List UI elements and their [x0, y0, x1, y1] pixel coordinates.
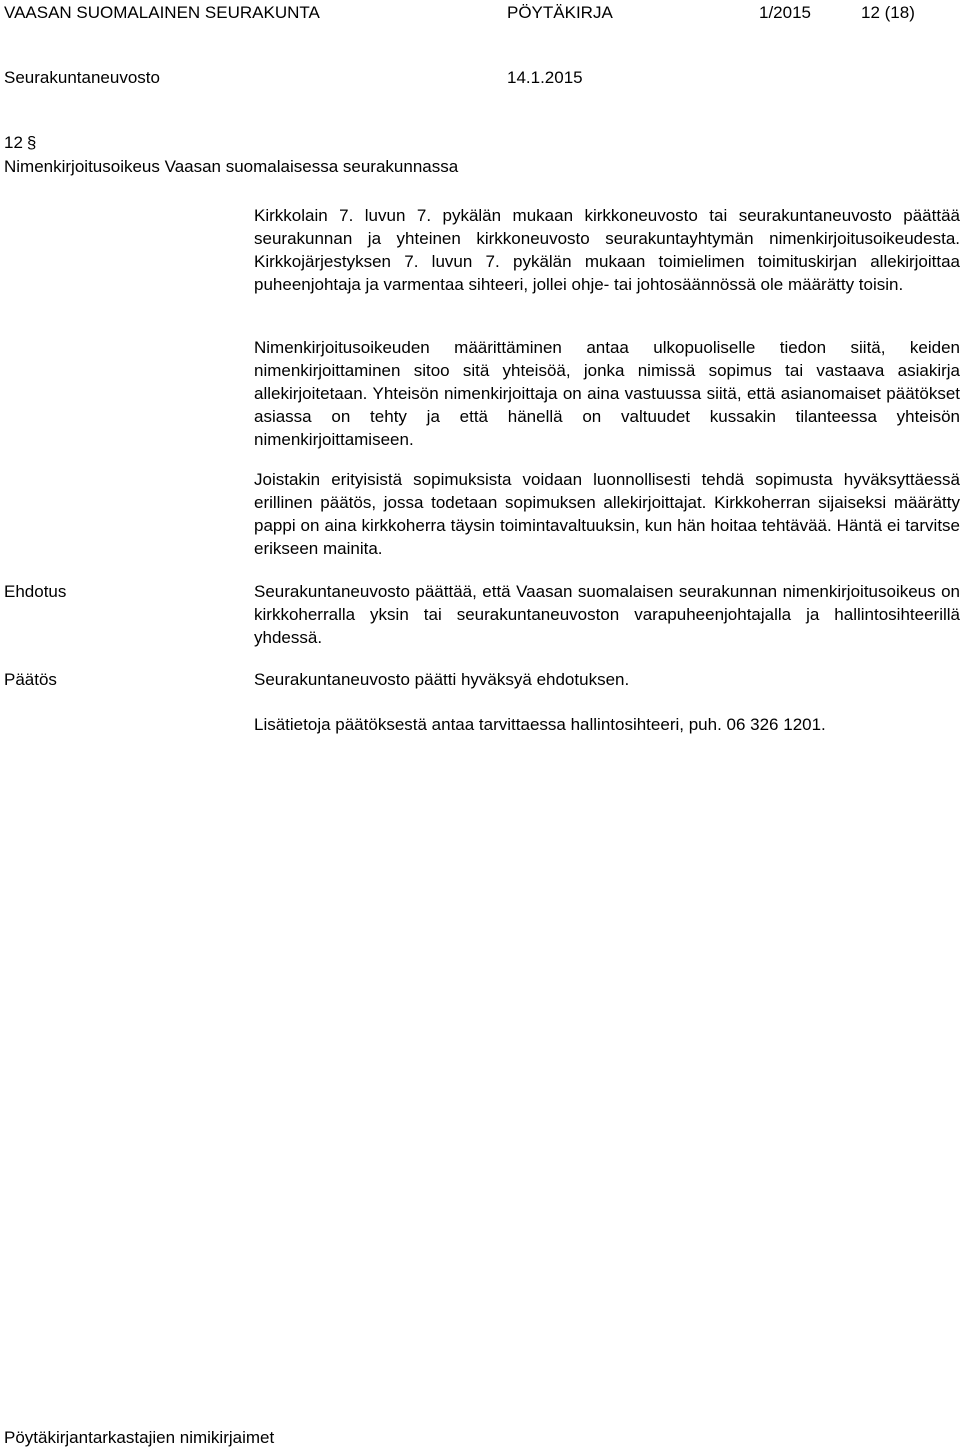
section-number-value: 12 — [4, 133, 23, 152]
section-number — [4, 133, 36, 153]
info-text: Lisätietoja päätöksestä antaa tarvittaessa hallintosihteeri, puh. 06 326 1201. — [254, 715, 826, 734]
header-body: Seurakuntaneuvosto — [4, 68, 160, 87]
decision-label: Päätös — [4, 670, 57, 689]
header-page-number: 12 (18) — [861, 3, 915, 22]
paragraph-background-law: Kirkkolain 7. luvun 7. pykälän mukaan kirkkoneuvosto tai seurakuntaneuvosto päättää seurakunnan ja yhteinen kirkkoneuvosto seurakuntayhtymän nimenkirjoitusoikeudesta. Kirkkojärjestyksen 7. luvun 7. pykälän mukaan toimielimen toimituskirjan allekirjoittaa puheenjohtaja ja varmentaa sihteeri, jollei ohje- tai johtosäännössä ole määrätty toisin. — [254, 206, 960, 294]
section-title: Nimenkirjoitusoikeus Vaasan suomalaisessa seurakunnassa — [4, 157, 459, 176]
decision-text: Seurakuntaneuvosto päätti hyväksyä ehdotuksen. — [254, 670, 630, 689]
header-meeting-number: 1/2015 — [759, 3, 811, 22]
proposal-text: Seurakuntaneuvosto päättää, että Vaasan suomalaisen seurakunnan nimenkirjoitusoikeus on kirkkoherralla yksin tai seurakuntaneuvoston varapuheenjohtajalla ja hallintosihteerillä yhdessä. — [254, 582, 960, 647]
header-date: 14.1.2015 — [507, 68, 583, 87]
paragraph-special-agreements: Joistakin erityisistä sopimuksista voidaan luonnollisesti tehdä sopimusta hyväksyttäessä erillinen päätös, jossa todetaan sopimuksen allekirjoittajat. Kirkkoherran sijaiseksi määrätty pappi on aina kirkkoherra täysin toimintavaltuuksin, kun hän hoitaa tehtävää. Häntä ei tarvitse erikseen mainita. — [254, 470, 960, 558]
header-document-type: PÖYTÄKIRJA — [507, 3, 613, 22]
paragraph-signing-authority: Nimenkirjoitusoikeuden määrittäminen antaa ulkopuoliselle tiedon siitä, keiden nimenkirjoittaminen sitoo sitä yhteisöä, jonka nimissä sopimus tai vastaava asiakirja allekirjoitetaan. Yhteisön nimenkirjoittaja on aina vastuussa siitä, että asianomaiset päätökset asiassa on tehty ja että hänellä on valtuudet kussakin tilanteessa yhteisön nimenkirjoittamiseen. — [254, 338, 960, 449]
header-organization: VAASAN SUOMALAINEN SEURAKUNTA — [4, 3, 320, 22]
footer-initials-label: Pöytäkirjantarkastajien nimikirjaimet — [4, 1428, 275, 1447]
proposal-label: Ehdotus — [4, 582, 67, 601]
section-symbol: § — [26, 133, 37, 152]
